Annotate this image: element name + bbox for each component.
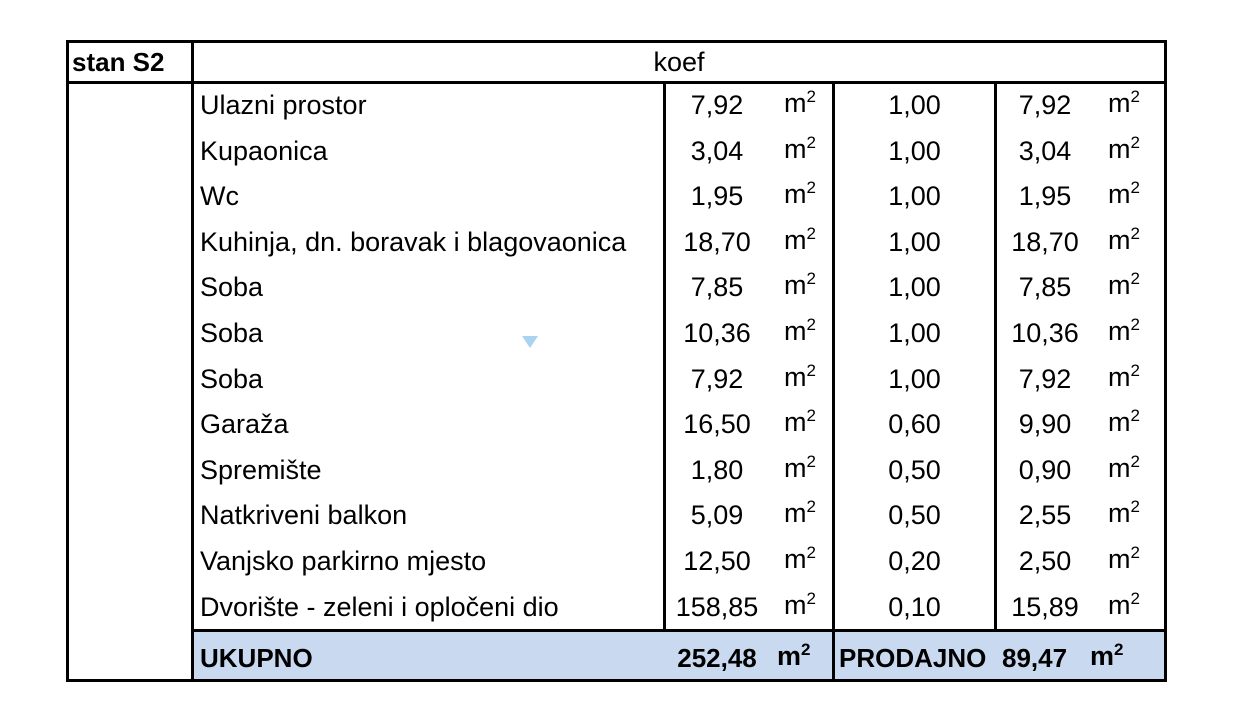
room-name: Natkriveni balkon xyxy=(200,500,408,530)
totals-divider xyxy=(194,629,1164,632)
room-coef: 0,50 xyxy=(888,455,941,485)
room-area: 3,04 xyxy=(690,136,744,166)
room-net-unit-text: m xyxy=(1108,270,1131,300)
room-area-unit xyxy=(784,361,830,392)
room-area-unit-exponent: 2 xyxy=(806,543,816,562)
room-area: 16,50 xyxy=(683,409,751,439)
room-name: Kupaonica xyxy=(200,136,328,166)
room-coef: 0,50 xyxy=(888,500,941,530)
room-net-unit xyxy=(1108,87,1162,118)
room-net-unit-exponent: 2 xyxy=(1130,361,1140,380)
room-area-unit-exponent: 2 xyxy=(806,452,816,471)
room-area-unit xyxy=(784,406,830,437)
room-area-unit-exponent: 2 xyxy=(806,589,816,608)
sale-unit xyxy=(1090,640,1124,671)
sale-unit-text: m xyxy=(1090,641,1115,671)
room-name: Wc xyxy=(200,181,239,211)
room-net-unit-text: m xyxy=(1108,134,1131,164)
room-area-unit-text: m xyxy=(784,225,807,255)
room-area-unit-text: m xyxy=(784,134,807,164)
room-area-unit-text: m xyxy=(784,453,807,483)
room-net-area: 9,90 xyxy=(1018,409,1072,439)
room-area-unit-exponent: 2 xyxy=(806,224,816,243)
room-area-unit-text: m xyxy=(784,88,807,118)
room-net-unit xyxy=(1108,543,1162,574)
room-net-unit-exponent: 2 xyxy=(1130,543,1140,562)
room-area: 18,70 xyxy=(683,227,751,257)
sale-value: 89,47 xyxy=(1002,643,1068,673)
room-net-area: 15,89 xyxy=(1011,592,1079,622)
room-net-unit-text: m xyxy=(1108,316,1131,346)
room-area: 10,36 xyxy=(683,318,751,348)
room-area: 5,09 xyxy=(690,500,744,530)
total-value: 252,48 xyxy=(677,643,757,673)
total-unit-text: m xyxy=(777,641,802,671)
room-name: Spremište xyxy=(200,455,322,485)
room-name: Dvorište - zeleni i opločeni dio xyxy=(200,592,559,622)
sale-unit-exponent: 2 xyxy=(1114,640,1124,659)
room-name: Vanjsko parkirno mjesto xyxy=(200,546,487,576)
room-area-unit-exponent: 2 xyxy=(806,178,816,197)
room-net-unit xyxy=(1108,361,1162,392)
room-net-unit xyxy=(1108,178,1162,209)
room-coef: 0,60 xyxy=(888,409,941,439)
unit-label: stan S2 xyxy=(72,47,165,77)
room-area: 1,80 xyxy=(690,455,744,485)
room-area-unit xyxy=(784,543,830,574)
room-net-unit-text: m xyxy=(1108,88,1131,118)
room-area-unit-exponent: 2 xyxy=(806,406,816,425)
room-coef: 1,00 xyxy=(888,181,941,211)
room-name: Kuhinja, dn. boravak i blagovaonica xyxy=(200,227,627,257)
room-coef: 1,00 xyxy=(888,318,941,348)
room-area: 7,92 xyxy=(690,90,744,120)
room-coef: 1,00 xyxy=(888,227,941,257)
room-area-unit xyxy=(784,178,830,209)
room-net-unit xyxy=(1108,269,1162,300)
room-area: 158,85 xyxy=(675,592,759,622)
room-net-unit-exponent: 2 xyxy=(1130,406,1140,425)
room-net-unit-text: m xyxy=(1108,544,1131,574)
room-area-unit-text: m xyxy=(784,590,807,620)
room-net-area: 3,04 xyxy=(1018,136,1072,166)
room-area: 12,50 xyxy=(683,546,751,576)
room-area: 7,92 xyxy=(690,364,744,394)
room-net-area: 10,36 xyxy=(1011,318,1079,348)
room-area-unit-exponent: 2 xyxy=(806,133,816,152)
table-border-right xyxy=(1164,40,1167,682)
room-net-unit xyxy=(1108,497,1162,528)
room-net-unit-exponent: 2 xyxy=(1130,133,1140,152)
room-area: 1,95 xyxy=(690,181,744,211)
room-net-unit-text: m xyxy=(1108,590,1131,620)
room-area-unit-text: m xyxy=(784,362,807,392)
table-border-bottom xyxy=(66,679,1167,682)
area-table xyxy=(66,40,1167,682)
room-net-unit-text: m xyxy=(1108,498,1131,528)
room-net-unit xyxy=(1108,315,1162,346)
total-label: UKUPNO xyxy=(200,643,313,673)
room-area-unit-text: m xyxy=(784,407,807,437)
table-border-left xyxy=(66,40,69,682)
room-net-area: 7,92 xyxy=(1018,90,1072,120)
room-name: Garaža xyxy=(200,409,289,439)
room-name: Soba xyxy=(200,364,264,394)
room-area-unit xyxy=(784,133,830,164)
room-area-unit xyxy=(784,87,830,118)
coef-header: koef xyxy=(653,47,705,77)
table-border-top xyxy=(66,40,1167,43)
room-name: Ulazni prostor xyxy=(200,90,367,120)
room-net-unit-exponent: 2 xyxy=(1130,269,1140,288)
room-net-area: 0,90 xyxy=(1018,455,1072,485)
room-coef: 0,10 xyxy=(888,592,941,622)
room-coef: 1,00 xyxy=(888,364,941,394)
room-area-unit-exponent: 2 xyxy=(806,315,816,334)
room-area-unit-text: m xyxy=(784,498,807,528)
room-area-unit xyxy=(784,497,830,528)
room-net-area: 2,50 xyxy=(1018,546,1072,576)
room-net-unit-exponent: 2 xyxy=(1130,589,1140,608)
total-unit xyxy=(777,640,811,671)
room-area-unit xyxy=(784,589,830,620)
dropdown-marker-icon xyxy=(522,336,538,348)
sale-label: PRODAJNO xyxy=(839,643,987,673)
room-area-unit xyxy=(784,269,830,300)
room-area-unit-text: m xyxy=(784,179,807,209)
room-area-unit xyxy=(784,315,830,346)
room-coef: 1,00 xyxy=(888,272,941,302)
room-net-unit xyxy=(1108,589,1162,620)
room-coef: 1,00 xyxy=(888,90,941,120)
room-net-unit-exponent: 2 xyxy=(1130,497,1140,516)
room-area-unit-exponent: 2 xyxy=(806,87,816,106)
room-net-unit-text: m xyxy=(1108,225,1131,255)
room-net-area: 2,55 xyxy=(1018,500,1072,530)
room-net-unit xyxy=(1108,406,1162,437)
room-net-unit xyxy=(1108,133,1162,164)
room-area-unit-text: m xyxy=(784,270,807,300)
room-area-unit-text: m xyxy=(784,316,807,346)
room-net-unit-text: m xyxy=(1108,453,1131,483)
room-net-unit-text: m xyxy=(1108,407,1131,437)
room-area: 7,85 xyxy=(690,272,744,302)
room-coef: 0,20 xyxy=(888,546,941,576)
room-net-unit-exponent: 2 xyxy=(1130,224,1140,243)
room-net-area: 7,85 xyxy=(1018,272,1072,302)
total-unit-exponent: 2 xyxy=(801,640,811,659)
header-divider xyxy=(66,81,1167,84)
first-column-divider xyxy=(191,40,194,682)
room-net-unit-exponent: 2 xyxy=(1130,178,1140,197)
room-area-unit-exponent: 2 xyxy=(806,361,816,380)
room-net-unit-text: m xyxy=(1108,179,1131,209)
room-area-unit xyxy=(784,224,830,255)
room-net-area: 1,95 xyxy=(1018,181,1072,211)
room-net-unit xyxy=(1108,224,1162,255)
room-net-unit-exponent: 2 xyxy=(1130,315,1140,334)
room-name: Soba xyxy=(200,272,264,302)
room-net-area: 18,70 xyxy=(1011,227,1079,257)
room-name: Soba xyxy=(200,318,264,348)
room-area-unit xyxy=(784,452,830,483)
room-coef: 1,00 xyxy=(888,136,941,166)
room-area-unit-exponent: 2 xyxy=(806,269,816,288)
room-net-unit-exponent: 2 xyxy=(1130,452,1140,471)
room-net-unit-text: m xyxy=(1108,362,1131,392)
room-net-unit xyxy=(1108,452,1162,483)
room-net-unit-exponent: 2 xyxy=(1130,87,1140,106)
room-net-area: 7,92 xyxy=(1018,364,1072,394)
room-area-unit-text: m xyxy=(784,544,807,574)
room-area-unit-exponent: 2 xyxy=(806,497,816,516)
